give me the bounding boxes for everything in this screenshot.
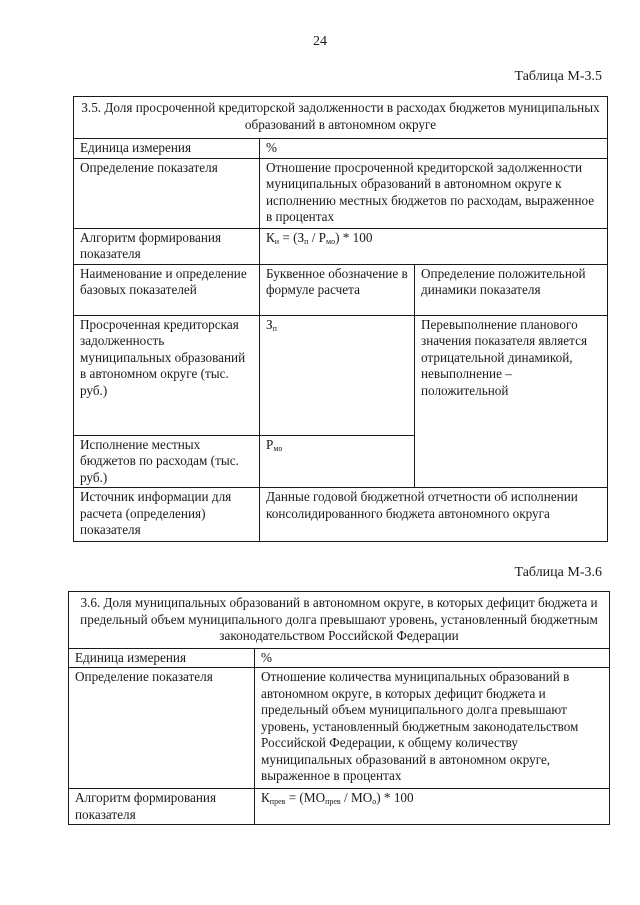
base-indicator-symbol: $Р_{мо}$: [260, 435, 415, 488]
base-indicator-symbol: $З_п$: [260, 315, 415, 435]
unit-label: Единица измерения: [69, 648, 255, 668]
unit-label: Единица измерения: [74, 139, 260, 159]
indicator-table-3-5: [73, 96, 608, 542]
unit-value: %: [255, 648, 610, 668]
page-number: 24: [313, 34, 327, 49]
table-caption-m36: Таблица М-3.6: [514, 565, 602, 580]
base-indicator-name: Исполнение местных бюджетов по расходам (тыс. руб.): [74, 435, 260, 488]
algorithm-label: Алгоритм формирования показателя: [74, 228, 260, 264]
unit-value: %: [260, 139, 608, 159]
algorithm-label: Алгоритм формирования показателя: [69, 789, 255, 825]
base-header-dynamics: Определение положительной динамики показателя: [415, 264, 608, 315]
base-indicator-name: Просроченная кредиторская задолженность муниципальных образований в автономном округе (тыс. руб.): [74, 315, 260, 435]
table-caption-m35: Таблица М-3.5: [514, 69, 602, 84]
indicator-table-3-6: [68, 591, 610, 825]
definition-value: Отношение количества муниципальных образований в автономном округе, в которых дефицит бюджета и предельный объем муниципального долга превышают уровень, установленный бюджетным законодательством Российской Федерации, к общему количеству муниципальных образований в автономном округе, выраженное в процентах: [255, 668, 610, 789]
table-title: 3.6. Доля муниципальных образований в автономном округе, в которых дефицит бюджета и предельный объем муниципального долга превышают уровень, установленный бюджетным законодательством Российской Федерации: [69, 592, 610, 649]
definition-value: Отношение просроченной кредиторской задолженности муниципальных образований в автономном округе к исполнению местных бюджетов по расходам, выраженное в процентах: [260, 158, 608, 228]
source-value: Данные годовой бюджетной отчетности об исполнении консолидированного бюджета автономного округа: [260, 488, 608, 542]
base-header-symbol: Буквенное обозначение в формуле расчета: [260, 264, 415, 315]
table-title: 3.5. Доля просроченной кредиторской задолженности в расходах бюджетов муниципальных образований в автономном округе: [74, 97, 608, 139]
formula: $К_и = (З_п / Р_{мо}) * 100$: [260, 228, 608, 264]
definition-label: Определение показателя: [74, 158, 260, 228]
definition-label: Определение показателя: [69, 668, 255, 789]
positive-dynamics-definition: Перевыполнение планового значения показателя является отрицательной динамикой, невыполнение – положительной: [415, 315, 608, 488]
source-label: Источник информации для расчета (определения) показателя: [74, 488, 260, 542]
base-header-name: Наименование и определение базовых показателей: [74, 264, 260, 315]
formula: $К_{прев} = (МО_{прев} / МО_о) * 100$: [255, 789, 610, 825]
